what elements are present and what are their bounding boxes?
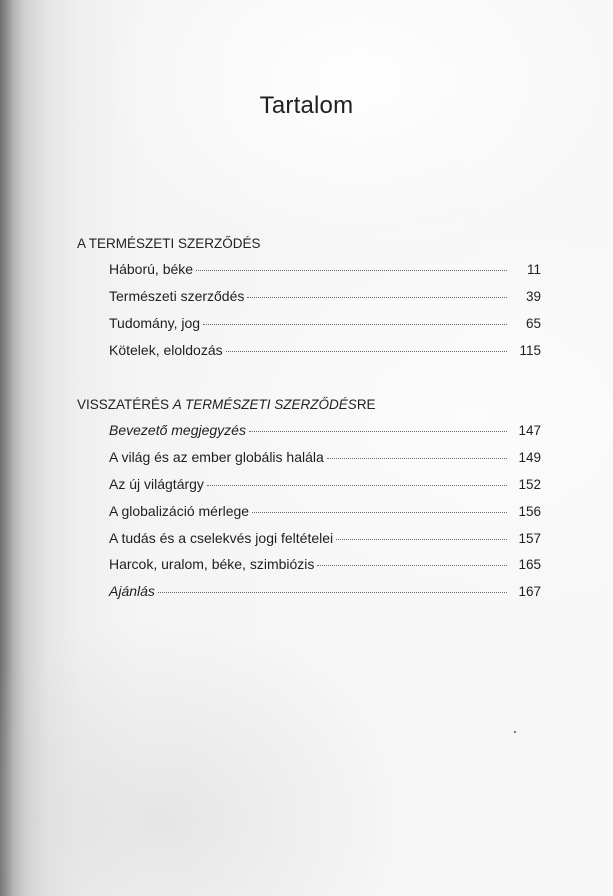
toc-page-number: 65: [525, 316, 541, 331]
dot-leader: [196, 270, 507, 271]
section-heading-2: [77, 397, 376, 412]
toc-entry[interactable]: [109, 261, 541, 279]
toc-page-number: 11: [526, 262, 541, 277]
toc-entry-title: Természeti szerződés: [109, 288, 245, 304]
toc-entry[interactable]: [109, 476, 541, 494]
dot-leader: [203, 324, 507, 325]
toc-entry[interactable]: [109, 583, 541, 601]
toc-entry-title: Háború, béke: [109, 261, 194, 277]
dot-leader: [249, 431, 507, 432]
toc-entry[interactable]: [109, 503, 541, 521]
dot-leader: [336, 539, 507, 540]
toc-entry-title: Ajánlás: [109, 583, 155, 599]
toc-entry-title: Harcok, uralom, béke, szimbiózis: [109, 556, 315, 572]
toc-entry[interactable]: [109, 342, 541, 360]
toc-page-number: 165: [518, 557, 541, 572]
toc-page-number: 39: [525, 289, 541, 304]
toc-page-number: 115: [519, 343, 541, 358]
toc-entry-title: Kötelek, eloldozás: [109, 342, 223, 358]
toc-entry-title: A tudás és a cselekvés jogi feltételei: [109, 530, 334, 546]
dot-leader: [252, 512, 507, 513]
toc-entry[interactable]: [109, 315, 541, 333]
dot-leader: [158, 592, 507, 593]
section-heading-2-italic: A TERMÉSZETI SZERZŐDÉS: [172, 397, 357, 412]
toc-page-number: 152: [518, 477, 541, 492]
toc-entry[interactable]: [109, 556, 541, 574]
toc-entry[interactable]: [109, 530, 541, 548]
dot-leader: [247, 297, 507, 298]
toc-page-number: 157: [518, 531, 541, 546]
section-heading-2-suffix: RE: [356, 397, 376, 412]
toc-entry[interactable]: [109, 288, 541, 306]
toc-page-number: 156: [518, 504, 541, 519]
toc-page-number: 149: [518, 450, 541, 465]
scan-speck: [514, 731, 516, 733]
section-heading-2-text: VISSZATÉRÉS: [77, 397, 173, 412]
toc-entry[interactable]: [109, 422, 541, 440]
dot-leader: [226, 351, 507, 352]
dot-leader: [207, 485, 507, 486]
toc-page-number: 167: [518, 584, 541, 599]
section-heading-1: [77, 236, 261, 251]
toc-entry-title: Az új világtárgy: [109, 476, 204, 492]
dot-leader: [327, 458, 507, 459]
section-heading-1-text: A TERMÉSZETI SZERZŐDÉS: [77, 236, 261, 251]
page-title: Tartalom: [259, 92, 354, 119]
toc-entry-title: A globalizáció mérlege: [109, 503, 250, 519]
toc-entry-title: Bevezető megjegyzés: [109, 422, 246, 438]
dot-leader: [317, 565, 507, 566]
toc-entry-title: Tudomány, jog: [109, 315, 201, 331]
toc-entry-title: A világ és az ember globális halála: [109, 449, 324, 465]
toc-page-number: 147: [518, 423, 541, 438]
toc-entry[interactable]: [109, 449, 541, 467]
